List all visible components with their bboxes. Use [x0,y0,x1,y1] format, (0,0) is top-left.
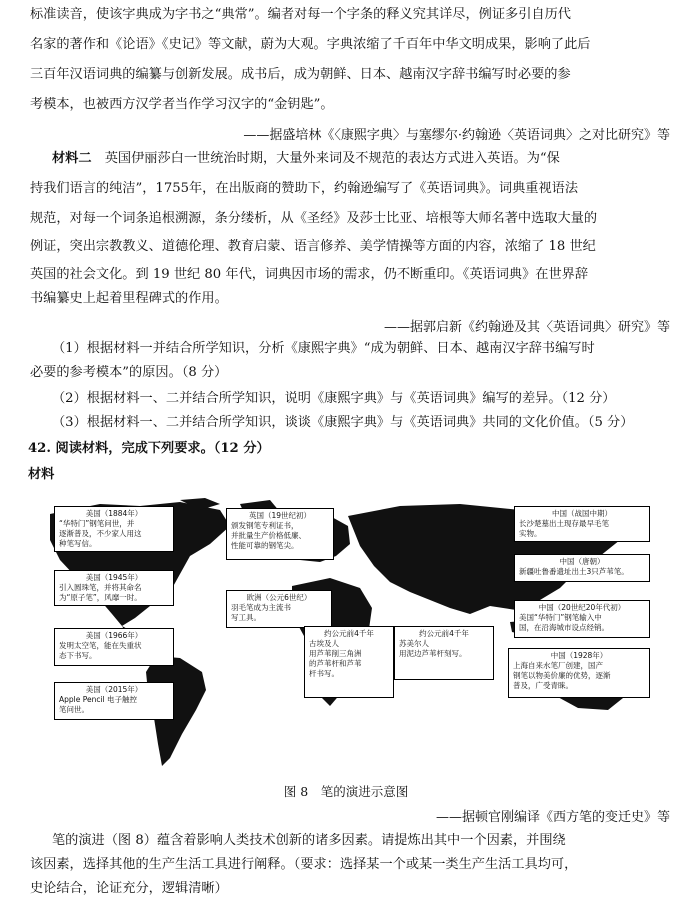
map-box-uk-19c: 英国（19世纪初） 颁发钢笔专利证书， 并批量生产价格低廉、 性能可靠的钢笔尖。 [226,508,334,560]
material2-line-6: 书编纂史上起着里程碑式的作用。 [30,291,228,306]
question-42-title: 42. 阅读材料，完成下列要求。（12 分） [28,441,270,456]
figure-source: ——据顿官刚编译《西方笔的变迁史》等 [435,810,670,825]
pen-evolution-map [30,496,670,774]
material1-source: ——据盛培林《〈康熙字典〉与塞缪尔·约翰逊〈英语词典〉之对比研究》等 [243,128,670,143]
map-box-europe-6c: 欧洲（公元6世纪） 羽毛笔成为主流书 写工具。 [226,590,332,628]
map-box-cn-tang: 中国（唐朝） 新疆吐鲁番遗址出土3只芦苇笔。 [514,554,650,582]
material2-line-2: 持我们语言的纯洁”，1755年，在出版商的赞助下，约翰逊编写了《英语词典》。词典重视语法 [30,181,579,196]
map-box-us-1884: 美国（1884年） “华特门”钢笔问世，并 逐渐普及，不少家人用这 种笔写信。 [54,506,174,552]
material2-line-4: 例证，突出宗教教义、道德伦理、教育启蒙、语言修养、美学情操等方面的内容，浓缩了 18 世纪 [30,239,596,254]
material2-line-1 [52,150,670,168]
material2-line-1-text: 英国伊丽莎白一世统治时期，大量外来词及不规范的表达方式进入英语。为“保 [104,151,560,166]
map-box-cn-1920s: 中国（20世纪20年代初） 美国“华特门”钢笔输入中 国，在沿海城市设点经销。 [514,600,650,638]
question-1-line-2: 必要的参考模本”的原因。（8 分） [30,365,228,380]
material1-line-4: 考模本，也被西方汉学者当作学习汉字的“金钥匙”。 [30,97,334,112]
map-box-us-1945: 美国（1945年） 引入圆珠笔，并将其命名 为“原子笔”，风靡一时。 [54,570,174,606]
material1-line-2: 名家的著作和《论语》《史记》等文献，蔚为大观。字典浓缩了千百年中华文明成果，影响了此后 [30,37,591,52]
map-box-sumer-4000bc: 约公元前4千年 苏美尔人 用泥边芦苇杆刻写。 [394,626,494,680]
q42-prompt-line-1: 笔的演进（图 8）蕴含着影响人类技术创新的诸多因素。请提炼出其中一个因素，并围绕 [52,833,566,848]
question-42-material-label: 材料 [28,467,55,482]
map-box-us-2015: 美国（2015年） Apple Pencil 电子触控 笔问世。 [54,682,174,720]
map-box-cn-1928: 中国（1928年） 上海自来水笔厂创建，国产 钢笔以物美价廉的优势，逐渐 普及，广受青睐。 [508,648,650,698]
figure-caption: 图 8 笔的演进示意图 [283,784,409,799]
material2-line-3: 规范，对每一个词条追根溯源，条分缕析，从《圣经》及莎士比亚、培根等大师名著中选取大量的 [30,211,598,226]
material1-line-1: 标准读音，使该字典成为字书之“典常”。编者对每一个字条的释义究其详尽，例证多引自历代 [30,7,571,22]
question-3: （3）根据材料一、二并结合所学知识，谈谈《康熙字典》与《英语词典》共同的文化价值。（5 分） [52,415,634,430]
map-box-us-1966: 美国（1966年） 发明太空笔，能在失重状 态下书写。 [54,628,174,666]
map-box-egypt-4000bc: 约公元前4千年 古埃及人 用芦苇削三角洲 的芦苇杆和芦苇 杆书写。 [304,626,394,698]
material2-line-5: 英国的社会文化。到 19 世纪 80 年代，词典因市场的需求，仍不断重印。《英语词典》在世界辞 [30,267,589,282]
material2-label: 材料二 [52,151,92,166]
question-2: （2）根据材料一、二并结合所学知识，说明《康熙字典》与《英语词典》编写的差异。（12 分） [52,391,616,406]
map-box-cn-warring: 中国（战国中期） 长沙楚墓出土现存最早毛笔 实物。 [514,506,650,542]
question-1-line-1: （1）根据材料一并结合所学知识，分析《康熙字典》“成为朝鲜、日本、越南汉字辞书编写时 [52,341,595,356]
q42-prompt-line-2: 该因素，选择其他的生产生活工具进行阐释。（要求：选择某一个或某一类生产生活工具均可， [30,857,578,872]
material2-source: ——据郭启新《约翰逊及其〈英语词典〉研究》等 [383,320,670,335]
material1-line-3: 三百年汉语词典的编纂与创新发展。成书后，成为朝鲜、日本、越南汉字辞书编写时必要的参 [30,67,571,82]
q42-prompt-line-3: 史论结合，论证充分，逻辑清晰） [30,881,228,896]
